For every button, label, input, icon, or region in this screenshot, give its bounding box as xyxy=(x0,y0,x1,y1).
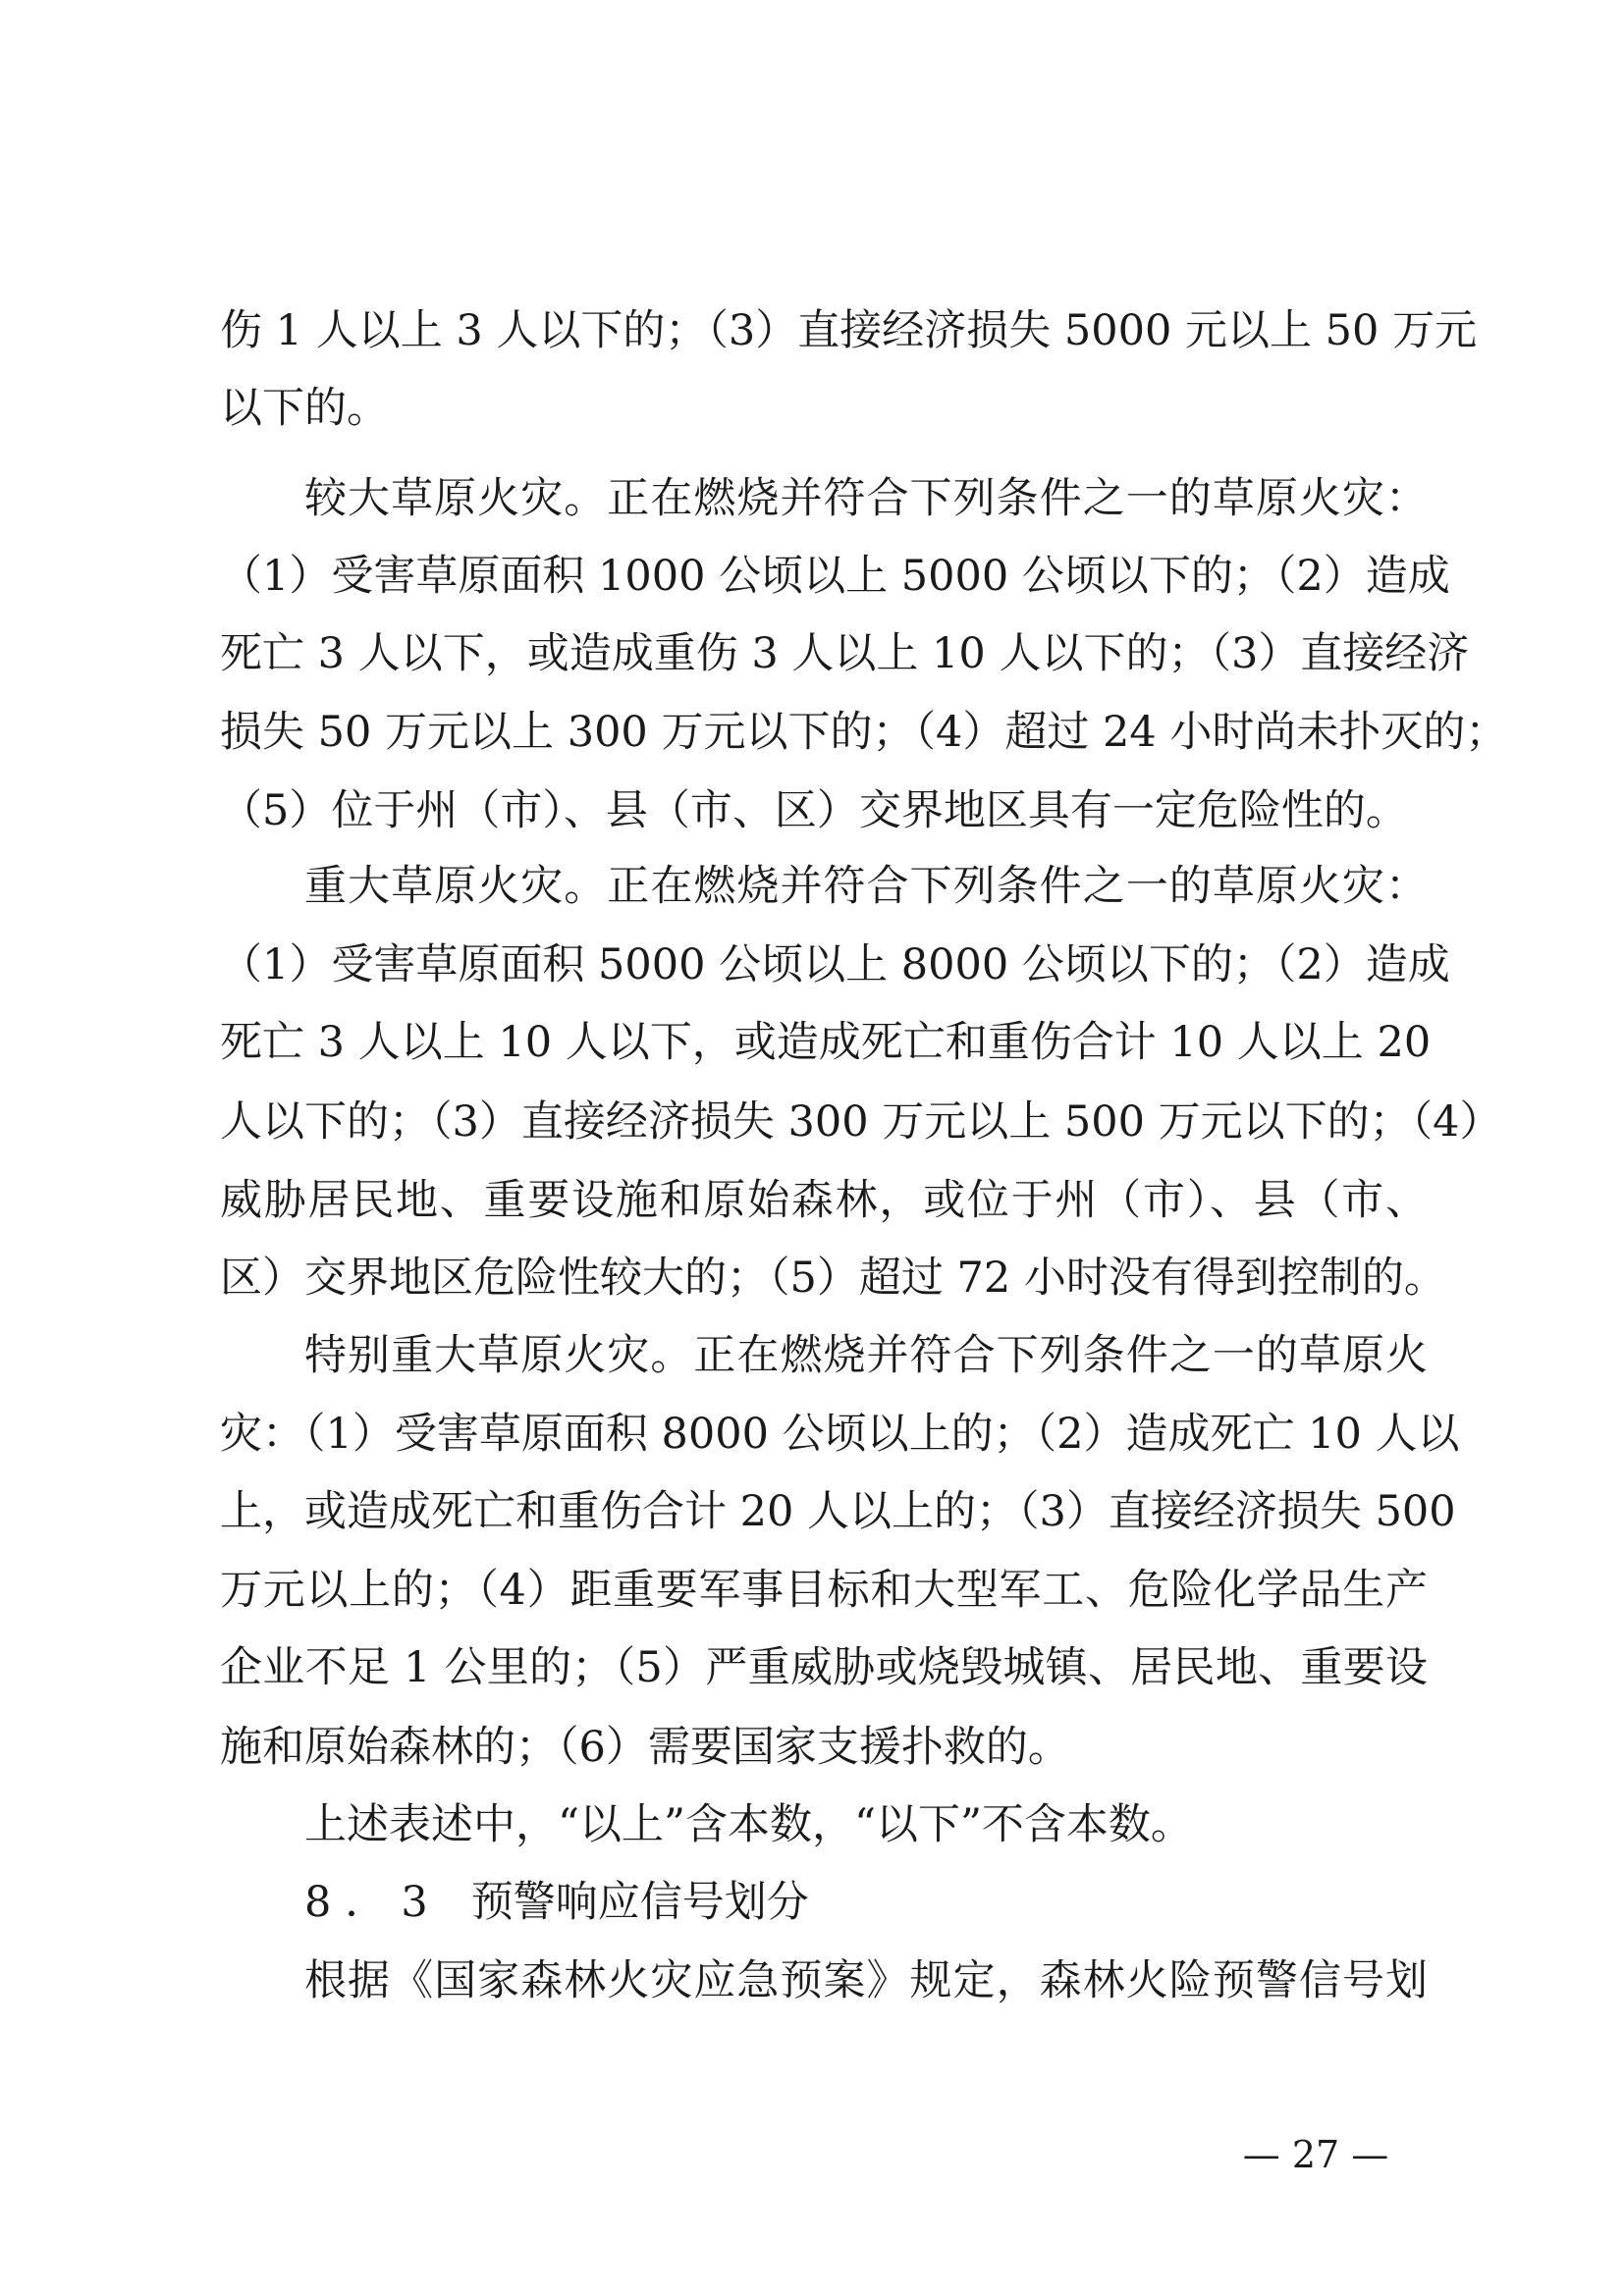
paragraph-first-line: 重大草原火灾。正在燃烧并符合下列条件之一的草原火灾： xyxy=(304,862,1428,911)
body-line: 上，或造成死亡和重伤合计 20 人以上的；（3）直接经济损失 500 xyxy=(220,1487,1456,1536)
body-line: （1）受害草原面积 1000 公顷以上 5000 公顷以下的；（2）造成 xyxy=(220,552,1450,601)
body-line: 区）交界地区危险性较大的；（5）超过 72 小时没有得到控制的。 xyxy=(220,1254,1446,1303)
body-line: 施和原始森林的；（6）需要国家支援扑救的。 xyxy=(220,1723,1070,1772)
body-line: 死亡 3 人以下，或造成重伤 3 人以上 10 人以下的；（3）直接经济 xyxy=(220,629,1470,678)
section-number: 8．3 xyxy=(304,1878,442,1927)
body-line: 以下的。 xyxy=(220,384,389,433)
body-line: 灾：（1）受害草原面积 8000 公顷以上的；（2）造成死亡 10 人以 xyxy=(220,1410,1460,1459)
section-title: 预警响应信号划分 xyxy=(470,1878,809,1927)
body-line: （1）受害草原面积 5000 公顷以上 8000 公顷以下的；（2）造成 xyxy=(220,940,1450,989)
body-line: （5）位于州（市）、县（市、区）交界地区具有一定危险性的。 xyxy=(220,786,1408,835)
section-heading xyxy=(304,1873,809,1932)
page-number: — 27 — xyxy=(1242,2133,1389,2176)
body-line: 万元以上的；（4）距重要军事目标和大型军工、危险化学品生产 xyxy=(220,1566,1428,1615)
body-line: 威胁居民地、重要设施和原始森林，或位于州（市）、县（市、 xyxy=(220,1176,1428,1225)
paragraph-first-line: 较大草原火灾。正在燃烧并符合下列条件之一的草原火灾： xyxy=(304,474,1428,523)
paragraph-first-line: 根据《国家森林火灾应急预案》规定，森林火险预警信号划 xyxy=(304,1956,1428,2005)
body-line: 死亡 3 人以上 10 人以下，或造成死亡和重伤合计 10 人以上 20 xyxy=(220,1018,1432,1067)
body-line: 企业不足 1 公里的；（5）严重威胁或烧毁城镇、居民地、重要设 xyxy=(220,1643,1428,1692)
note-line: 上述表述中，“以上”含本数，“以下”不含本数。 xyxy=(304,1800,1193,1849)
body-line: 伤 1 人以上 3 人以下的；（3）直接经济损失 5000 元以上 50 万元 xyxy=(220,306,1478,355)
paragraph-first-line: 特别重大草原火灾。正在燃烧并符合下列条件之一的草原火 xyxy=(304,1331,1428,1380)
body-line: 人以下的；（3）直接经济损失 300 万元以上 500 万元以下的；（4） xyxy=(220,1097,1502,1147)
body-line: 损失 50 万元以上 300 万元以下的；（4）超过 24 小时尚未扑灭的； xyxy=(220,708,1508,757)
